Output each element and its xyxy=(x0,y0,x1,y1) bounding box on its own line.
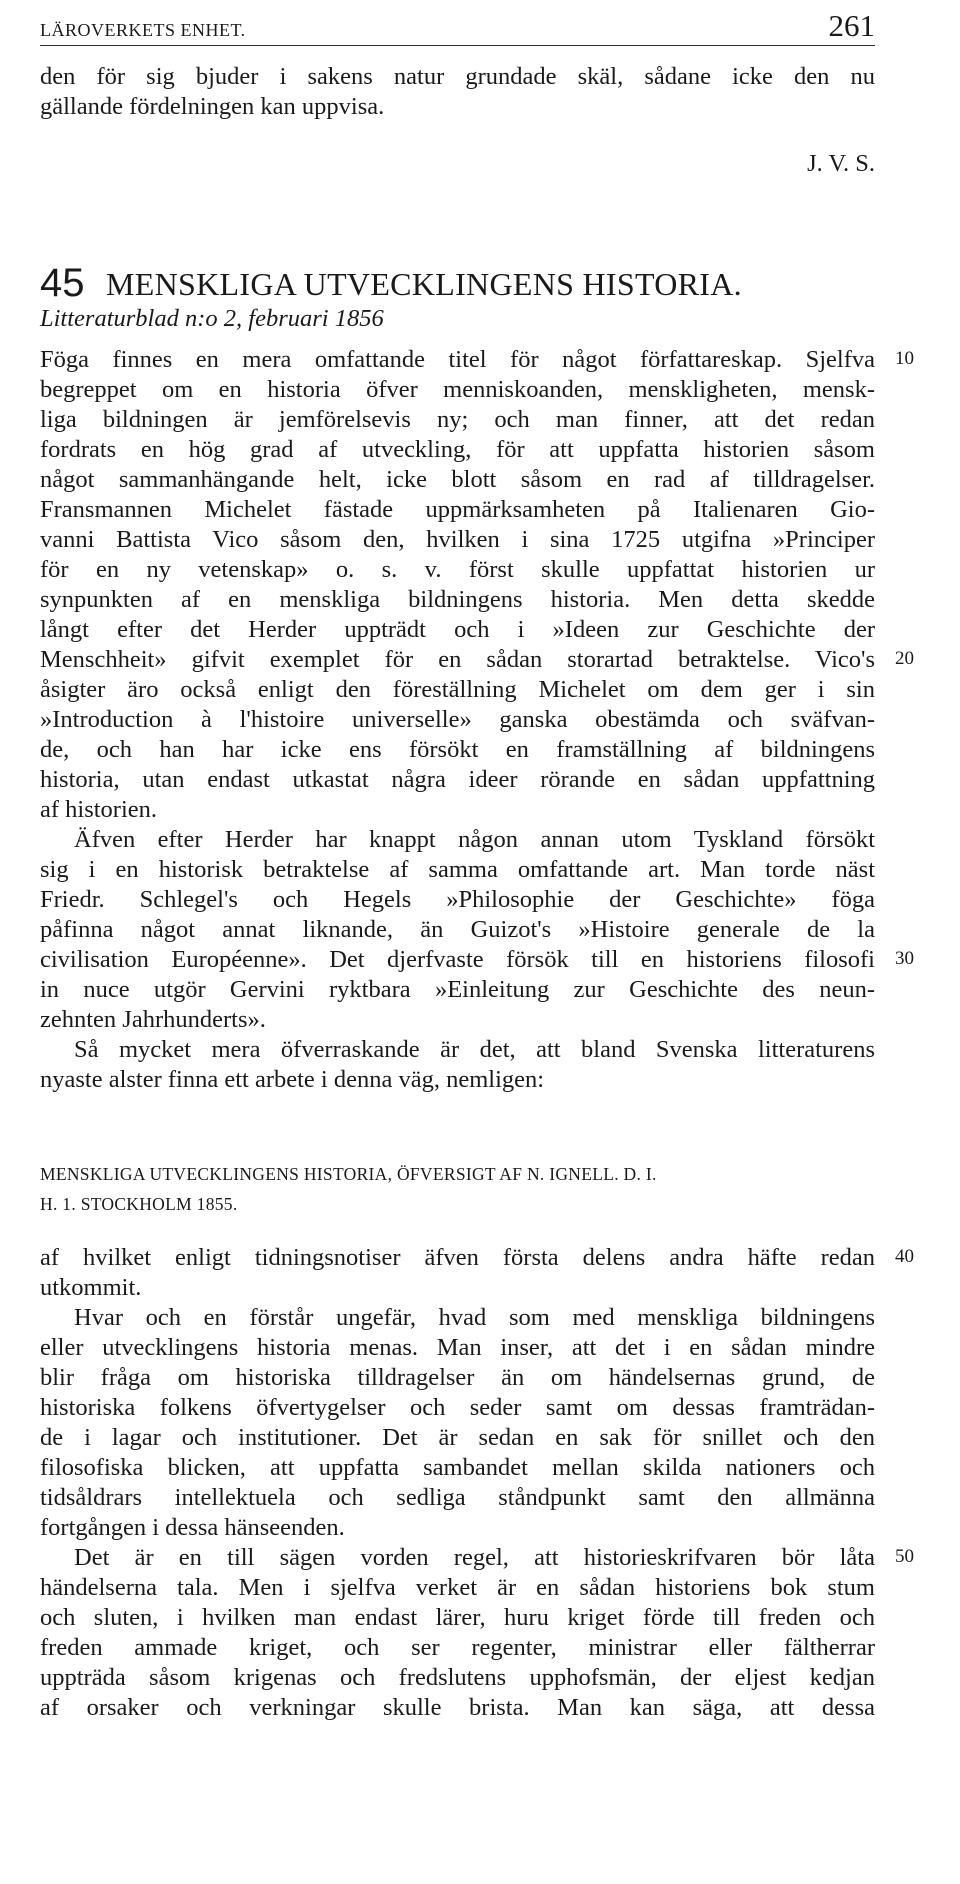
text-line: något sammanhängande helt, icke blott såsom en rad af tilldragelser. xyxy=(40,466,875,493)
text-line: för en ny vetenskap» o. s. v. först skulle uppfattat historien ur xyxy=(40,556,875,583)
running-head xyxy=(40,8,875,44)
article-source: Litteraturblad n:o 2, februari 1856 xyxy=(40,305,384,332)
author-signature: J. V. S. xyxy=(807,150,875,177)
text-line: filosofiska blicken, att uppfatta sambandet mellan skilda nationers och xyxy=(40,1454,875,1481)
running-title: LÄROVERKETS ENHET. xyxy=(40,20,246,40)
bibliography-line: H. 1. STOCKHOLM 1855. xyxy=(40,1194,238,1214)
text-line: Det är en till sägen vorden regel, att historieskrifvaren bör låta xyxy=(74,1544,875,1571)
text-line: åsigter äro också enligt den föreställning Michelet om dem ger i sin xyxy=(40,676,875,703)
line-number: 30 xyxy=(895,948,914,969)
article-number: 45 xyxy=(40,261,85,305)
text-line: Så mycket mera öfverraskande är det, att bland Svenska litteraturens xyxy=(74,1036,875,1063)
text-line: de, och han har icke ens försökt en framställning af bildningens xyxy=(40,736,875,763)
text-line: de i lagar och institutioner. Det är sedan en sak för snillet och den xyxy=(40,1424,875,1451)
line-number: 10 xyxy=(895,348,914,369)
text-line: Hvar och en förstår ungefär, hvad som med menskliga bildningens xyxy=(74,1304,875,1331)
text-line: den för sig bjuder i sakens natur grundade skäl, sådane icke den nu xyxy=(40,63,875,90)
line-number: 40 xyxy=(895,1246,914,1267)
text-line: civilisation Européenne». Det djerfvaste försök till en historiens filosofi xyxy=(40,946,875,973)
text-line: freden ammade kriget, och ser regenter, ministrar eller fältherrar xyxy=(40,1634,875,1661)
text-line: Friedr. Schlegel's och Hegels »Philosophie der Geschichte» föga xyxy=(40,886,875,913)
text-line: nyaste alster finna ett arbete i denna väg, nemligen: xyxy=(40,1066,545,1093)
text-line: Fransmannen Michelet fästade uppmärksamheten på Italienaren Gio- xyxy=(40,496,875,523)
text-line: Menschheit» gifvit exemplet för en sådan storartad betraktelse. Vico's xyxy=(40,646,875,673)
header-rule xyxy=(40,45,875,46)
text-line: utkommit. xyxy=(40,1274,142,1301)
text-line: blir fråga om historiska tilldragelser än om händelsernas grund, de xyxy=(40,1364,875,1391)
text-line: händelserna tala. Men i sjelfva verket är en sådan historiens bok stum xyxy=(40,1574,875,1601)
text-line: historia, utan endast utkastat några ideer rörande en sådan uppfattning xyxy=(40,766,875,793)
text-line: in nuce utgör Gervini ryktbara »Einleitung zur Geschichte des neun- xyxy=(40,976,875,1003)
bibliography-line: MENSKLIGA UTVECKLINGENS HISTORIA, ÖFVERSIGT AF N. IGNELL. D. I. xyxy=(40,1164,657,1184)
text-line: gällande fördelningen kan uppvisa. xyxy=(40,93,385,120)
text-line: och sluten, i hvilken man endast lärer, huru kriget förde till freden och xyxy=(40,1604,875,1631)
text-line: Äfven efter Herder har knappt någon annan utom Tyskland försökt xyxy=(74,826,875,853)
article-title: MENSKLIGA UTVECKLINGENS HISTORIA. xyxy=(106,266,742,302)
text-line: af hvilket enligt tidningsnotiser äfven första delens andra häfte redan xyxy=(40,1244,875,1271)
text-line: eller utvecklingens historia menas. Man inser, att det i en sådan mindre xyxy=(40,1334,875,1361)
text-line: historiska folkens öfvertygelser och seder samt om dessas framträdan- xyxy=(40,1394,875,1421)
text-line: långt efter det Herder uppträdt och i »Ideen zur Geschichte der xyxy=(40,616,875,643)
text-line: af orsaker och verkningar skulle brista. Man kan säga, att dessa xyxy=(40,1694,875,1721)
text-line: vanni Battista Vico såsom den, hvilken i sina 1725 utgifna »Principer xyxy=(40,526,875,553)
text-line: liga bildningen är jemförelsevis ny; och man finner, att det redan xyxy=(40,406,875,433)
line-number: 20 xyxy=(895,648,914,669)
text-line: synpunkten af en menskliga bildningens historia. Men detta skedde xyxy=(40,586,875,613)
text-line: uppträda såsom krigenas och fredslutens upphofsmän, der eljest kedjan xyxy=(40,1664,875,1691)
text-line: »Introduction à l'histoire universelle» ganska obestämda och sväfvan- xyxy=(40,706,875,733)
text-line: Föga finnes en mera omfattande titel för något författareskap. Sjelfva xyxy=(40,346,875,373)
line-number: 50 xyxy=(895,1546,914,1567)
text-line: fortgången i dessa hänseenden. xyxy=(40,1514,345,1541)
text-line: påfinna något annat liknande, än Guizot's »Histoire generale de la xyxy=(40,916,875,943)
page-number: 261 xyxy=(828,8,875,43)
text-line: fordrats en hög grad af utveckling, för att uppfatta historien såsom xyxy=(40,436,875,463)
text-line: begreppet om en historia öfver menniskoanden, menskligheten, mensk- xyxy=(40,376,875,403)
text-line: af historien. xyxy=(40,796,158,823)
text-line: zehnten Jahrhunderts». xyxy=(40,1006,266,1033)
text-line: sig i en historisk betraktelse af samma omfattande art. Man torde näst xyxy=(40,856,875,883)
text-line: tidsåldrars intellektuela och sedliga ståndpunkt samt den allmänna xyxy=(40,1484,875,1511)
